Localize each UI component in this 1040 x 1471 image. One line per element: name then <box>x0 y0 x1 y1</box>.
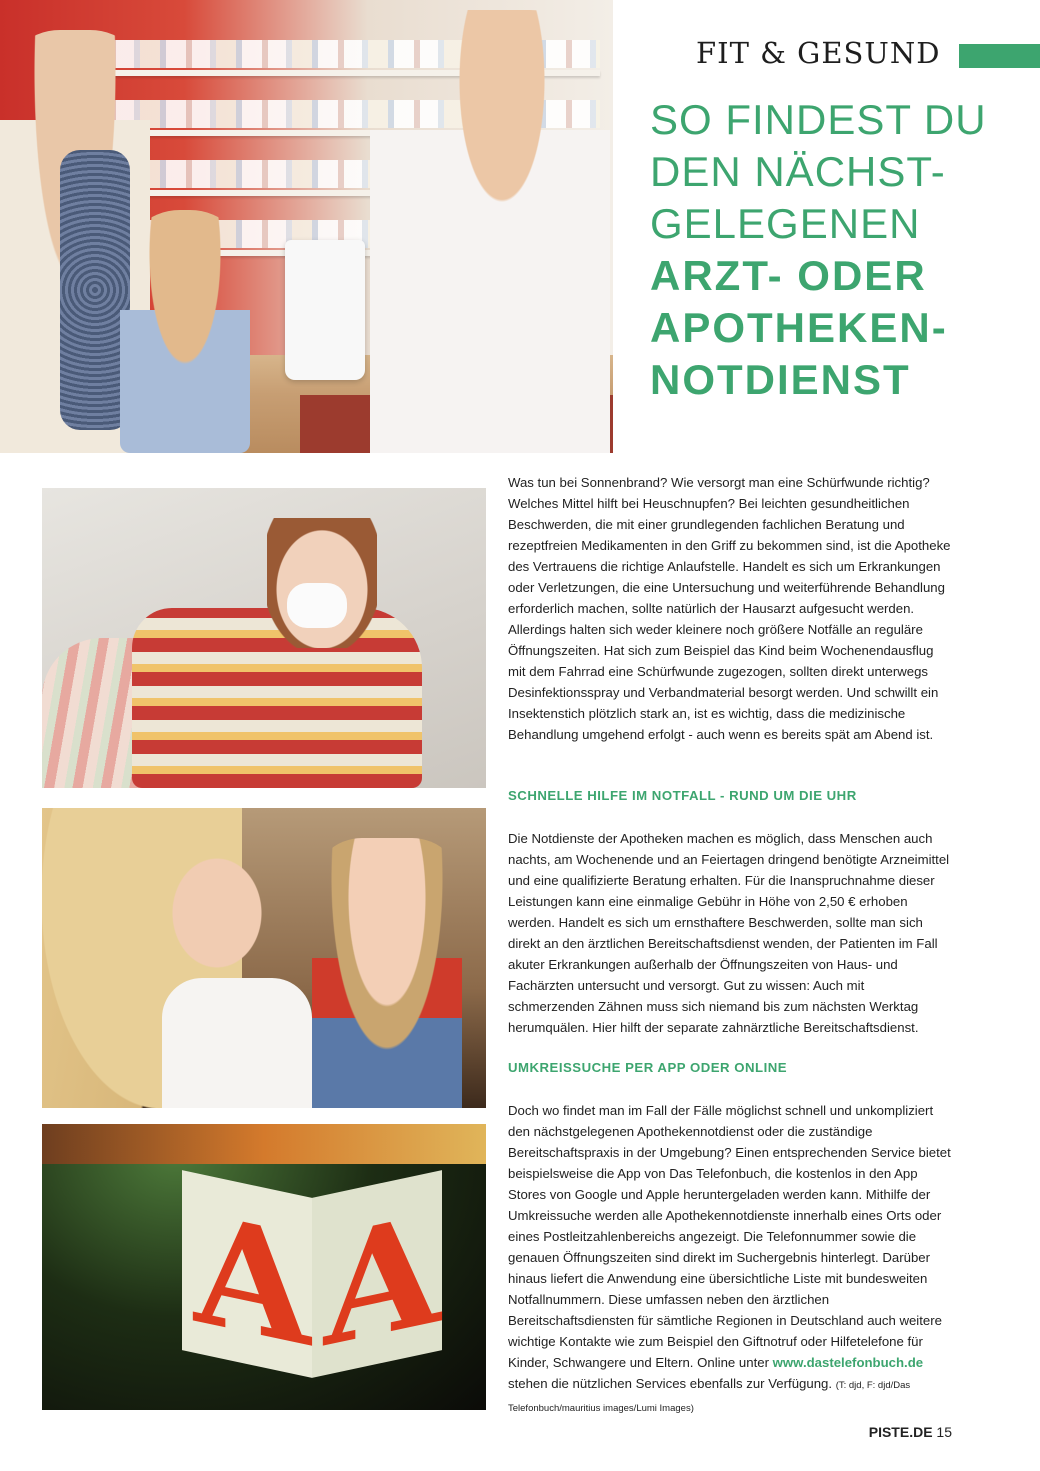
headline <box>650 94 1030 406</box>
headline-line-bold: APOTHEKEN- <box>650 304 948 351</box>
mother-shirt <box>162 978 312 1108</box>
article-paragraph-notdienste: Die Notdienste der Apotheken machen es möglich, dass Menschen auch nachts, am Wochenende und an Feiertagen dringend benötigte Arzneimittel und eine qualifizierte Beratung erhalten. Für die Inanspruchnahme dieser Leistungen kann eine einmalige Gebühr in Höhe von 2,50 € erhoben werden. Handelt es sich um ernsthaftere Beschwerden, sollte man sich direkt an den ärztlichen Bereitschaftsdienst wenden, der Patienten im Fall akuter Erkrankungen außerhalb der Öffnungszeiten von Haus- und Fachärzten untersucht und versorgt. Gut zu wissen: Auch mit schmerzenden Zähnen muss sich niemand bis zum nächsten Werktag herumquälen. Hier hilft der separate zahnärztliche Bereitschaftsdienst. <box>508 831 950 1035</box>
mother-face <box>172 858 262 968</box>
shopping-bag <box>285 240 365 380</box>
section-accent-bar <box>959 44 1040 68</box>
subheading-umkreissuche: UMKREISSUCHE PER APP ODER ONLINE <box>508 1060 788 1075</box>
paragraph-text-end: stehen die nützlichen Services ebenfalls zur Verfügung. <box>508 1376 833 1391</box>
photo-mother-child-bandage <box>42 808 486 1108</box>
apotheke-a-logo: A <box>194 1180 311 1382</box>
photo-credit: (T: djd, F: djd/Das Telefonbuch/mauritius images/Lumi Images) <box>508 1380 911 1414</box>
photo-sick-woman <box>42 488 486 788</box>
subheading-notfall: SCHNELLE HILFE IM NOTFALL - RUND UM DIE UHR <box>508 788 857 803</box>
pharmacist-figure <box>370 10 610 453</box>
apotheke-a-logo: A <box>324 1180 441 1382</box>
article-paragraph-app <box>508 1100 953 1419</box>
sign-beam <box>42 1124 486 1164</box>
hero-photo-pharmacy <box>0 0 613 453</box>
headline-line: SO FINDEST DU <box>650 96 987 143</box>
article-intro: Was tun bei Sonnenbrand? Wie versorgt man eine Schürfwunde richtig? Welches Mittel hilft bei Heuschnupfen? Bei leichten gesundheitlichen Beschwerden, die mit einer grundlegenden fachlichen Beratung und rezeptfreien Medikamenten in den Griff zu bekommen sind, ist die Apotheke des Vertrauens die richtige Anlaufstelle. Handelt es sich um Erkrankungen oder Verletzungen, die eine Untersuchung und weiterführende Behandlung erforderlich machen, sollte natürlich der Hausarzt aufgesucht werden. Allerdings halten sich weder kleinere noch größere Notfälle an reguläre Öffnungszeiten. Hat sich zum Beispiel das Kind beim Wochenendausflug mit dem Fahrrad eine Schürfwunde zugezogen, sollten direkt unterwegs Desinfektionsspray und Verbandmaterial besorgt werden. Und schwillt ein Insektenstich plötzlich stark an, ist es wichtig, dass die medizinische Behandlung umgehend erfolgt - auch wenn es bereits spät am Abend ist. <box>508 475 951 742</box>
boy-figure <box>120 210 250 453</box>
child-figure <box>312 838 462 1108</box>
paragraph-text: Doch wo findet man im Fall der Fälle möglichst schnell und unkompliziert den nächstgelegenen Apothekennotdienst oder die zuständige Bereitschaftspraxis in der Umgebung? Einen entsprechenden Service bietet beispielsweise die App von Das Telefonbuch, die kostenlos in den App Stores von Google und Apple heruntergeladen werden kann. Mithilfe der Umkreissuche werden alle Apothekennotdienste innerhalb eines Orts oder eines Postleitzahlenbereichs angezeigt. Die Telefonnummer sowie die genauen Öffnungszeiten sind direkt im Suchergebnis hinterlegt. Darüber hinaus liefert die Anwendung eine übersichtliche Liste mit bundesweiten Notfallnummern. Diese umfassen neben den ärztlichen Bereitschaftsdiensten für sämtliche Regionen in Deutschland auch weitere wichtige Kontakte wie zum Beispiel den Giftnotruf oder Hilfetelefone für Kinder, Schwangere und Eltern. Online unter <box>508 1103 951 1370</box>
telefonbuch-link[interactable]: www.dastelefonbuch.de <box>772 1355 924 1370</box>
photo-apotheke-sign <box>42 1124 486 1410</box>
headline-line-bold: NOTDIENST <box>650 356 911 403</box>
site-name: PISTE.DE <box>868 1424 933 1440</box>
tissue <box>287 583 347 628</box>
page-number: 15 <box>936 1424 952 1440</box>
headline-line-bold: ARZT- ODER <box>650 252 927 299</box>
headline-line: GELEGENEN <box>650 200 921 247</box>
headline-line: DEN NÄCHST- <box>650 148 946 195</box>
page-footer <box>869 1424 952 1440</box>
section-label: FIT & GESUND <box>696 36 941 70</box>
